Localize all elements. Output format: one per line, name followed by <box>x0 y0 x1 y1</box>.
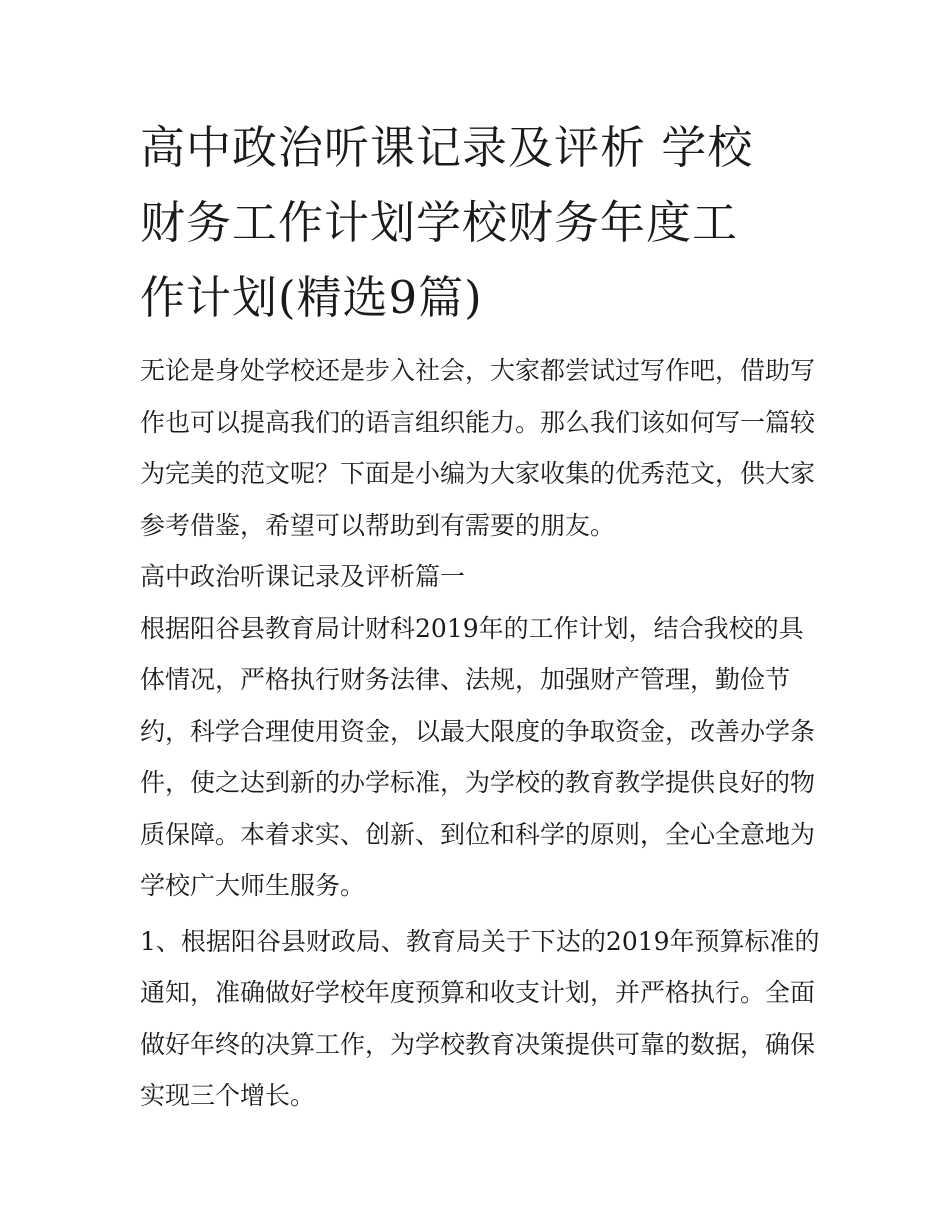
body-paragraph-2 <box>140 916 820 1122</box>
text-line: 质保障。本着求实、创新、到位和科学的原则，全心全意地为 <box>140 819 816 849</box>
text-line: 1、根据阳谷县财政局、教育局关于下达的2019年预算标准的 <box>140 926 820 956</box>
body-paragraph-1 <box>140 603 820 912</box>
text-line: 高中政治听课记录及评析篇一 <box>140 562 466 591</box>
text-line: 体情况，严格执行财务法律、法规，加强财产管理，勤俭节 <box>140 665 791 694</box>
text-line: 件，使之达到新的办学标准，为学校的教育教学提供良好的物 <box>140 768 816 797</box>
section-heading <box>140 551 820 603</box>
document-body <box>140 345 820 1122</box>
text-line: 根据阳谷县教育局计财科2019年的工作计划，结合我校的具 <box>140 613 804 643</box>
text-line: 做好年终的决算工作，为学校教育决策提供可靠的数据，确保 <box>140 1029 816 1059</box>
intro-paragraph <box>140 345 820 551</box>
title-line: 财务工作计划学校财务年度工 <box>140 196 739 249</box>
title-line: 高中政治听课记录及评析 学校 <box>140 121 754 174</box>
title-line: 作计划(精选9篇) <box>140 271 483 324</box>
document-title <box>140 110 820 335</box>
text-line: 约，科学合理使用资金，以最大限度的争取资金，改善办学条 <box>140 716 816 746</box>
text-line: 学校广大师生服务。 <box>140 871 366 900</box>
text-line: 通知，准确做好学校年度预算和收支计划，并严格执行。全面 <box>140 978 816 1007</box>
text-line: 实现三个增长。 <box>140 1081 316 1110</box>
text-line: 作也可以提高我们的语言组织能力。那么我们该如何写一篇较 <box>140 407 816 437</box>
text-line: 无论是身处学校还是步入社会，大家都尝试过写作吧，借助写 <box>140 356 816 385</box>
text-line: 为完美的范文呢？下面是小编为大家收集的优秀范文，供大家 <box>140 459 816 488</box>
text-line: 参考借鉴，希望可以帮助到有需要的朋友。 <box>140 510 616 540</box>
